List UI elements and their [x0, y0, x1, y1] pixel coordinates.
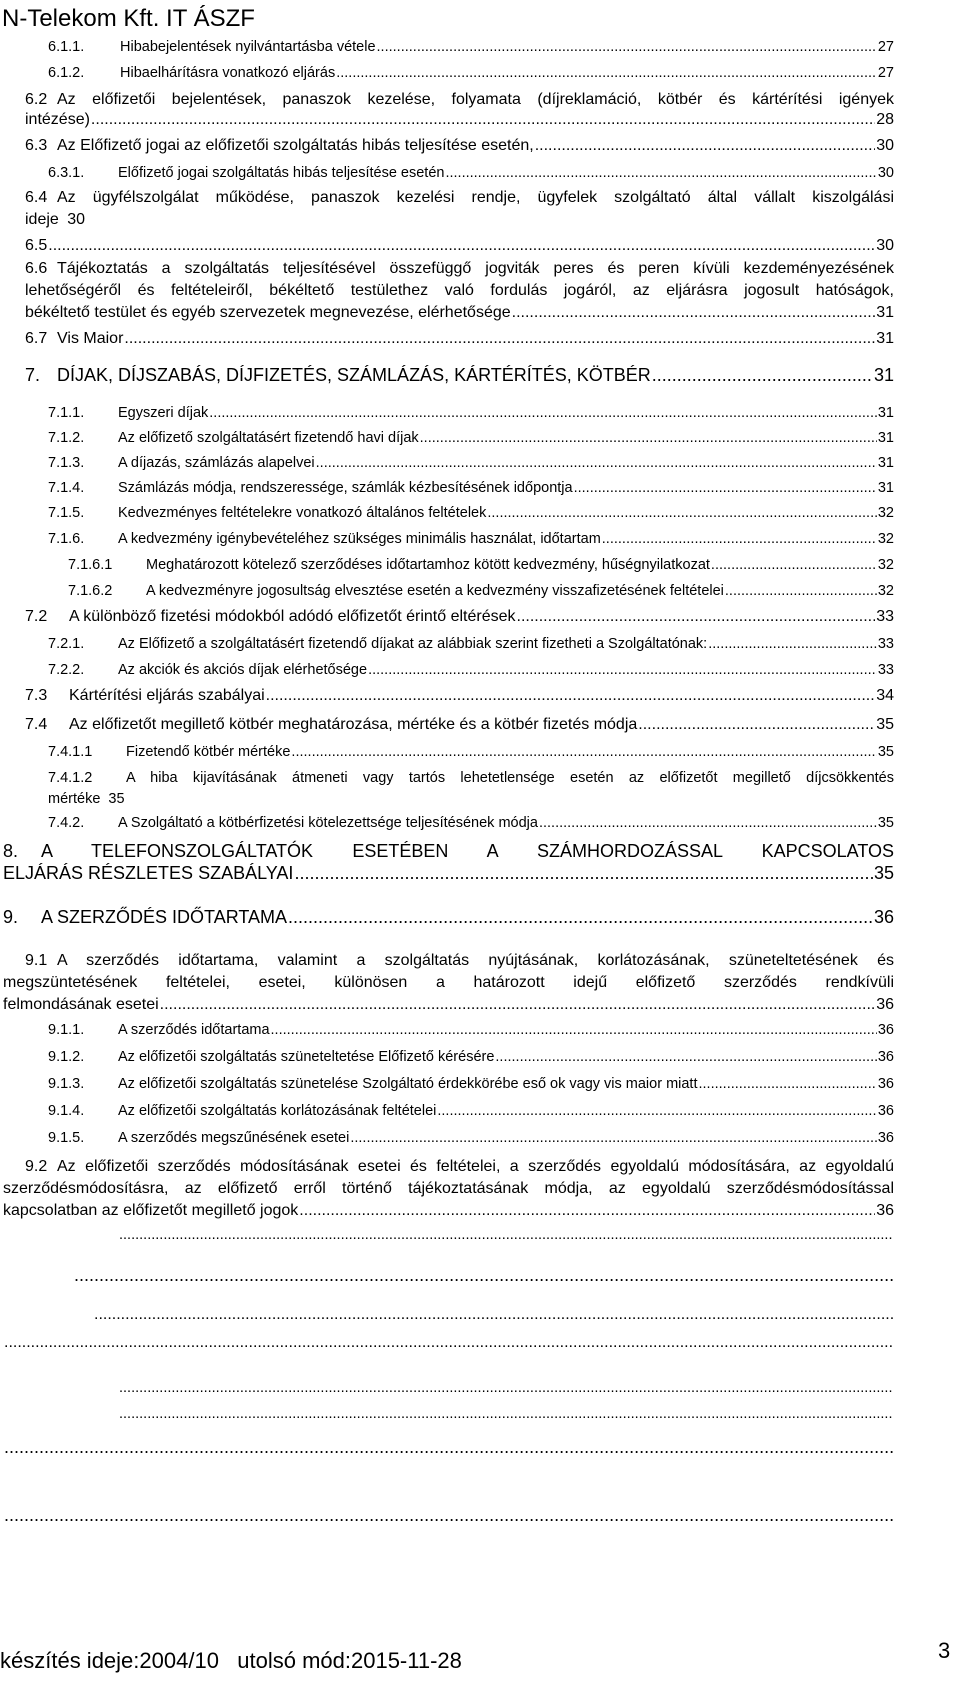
- toc-entry[interactable]: [3, 1156, 894, 1222]
- toc-entry-page: 30: [67, 211, 86, 228]
- toc-entry[interactable]: [3, 907, 894, 928]
- toc-entry-text: Előfizető jogai szolgáltatás hibás teljesítése esetén: [118, 165, 445, 181]
- toc-entry-text: Fizetendő kötbér mértéke: [126, 744, 291, 760]
- toc-entry[interactable]: [48, 768, 894, 810]
- toc-leader-dots: [535, 137, 875, 153]
- toc-entry-text: Az Előfizető jogai az előfizetői szolgáltatás hibás teljesítése esetén,: [57, 137, 534, 154]
- toc-leader-dots: [495, 1049, 876, 1064]
- toc-leader-dots: [271, 1022, 877, 1037]
- toc-entry-text: Az Előfizető a szolgáltatásért fizetendő díjakat az alábbiak szerint fizetheti a Szolgáltatónak:: [118, 636, 708, 652]
- toc-entry-number: 7.1.5.: [48, 505, 85, 521]
- toc-entry-page: 32: [877, 531, 894, 547]
- toc-leader-dots: [4, 1332, 893, 1348]
- toc-entry-number: 7.4.2.: [48, 815, 85, 831]
- toc-leader-dots: [336, 65, 877, 80]
- toc-leader-dots: [368, 662, 877, 677]
- toc-leader-dots: [437, 1103, 876, 1118]
- toc-entry-text: Az akciók és akciós díjak elérhetősége: [118, 662, 368, 678]
- toc-entry[interactable]: [48, 455, 894, 471]
- toc-entry[interactable]: [3, 840, 894, 884]
- toc-entry-text: Az előfizetői bejelentések, panaszok kezelése, folyamata (díjreklamáció, kötbér és kártérítési igények: [57, 91, 894, 108]
- toc-entry-text: A hiba kijavításának átmeneti vagy tartós lehetetlensége esetén az előfizetőt megillető díjcsökkentés: [126, 770, 894, 786]
- toc-entry[interactable]: [48, 1022, 894, 1038]
- toc-entry-page: 31: [877, 430, 894, 446]
- toc-leader-dots: [119, 1380, 893, 1395]
- toc-leader-dots: [420, 430, 877, 445]
- toc-entry-text: Kártérítési eljárás szabályai: [69, 687, 265, 704]
- toc-entry-text: Az előfizetői szolgáltatás szüneteltetése Előfizető kérésére: [118, 1049, 495, 1065]
- toc-entry[interactable]: [48, 531, 894, 547]
- toc-entry-page: 36: [877, 1022, 894, 1038]
- toc-entry-text: Hibabejelentések nyilvántartásba vétele: [120, 39, 376, 55]
- toc-entry-page: 27: [877, 39, 894, 55]
- toc-leader-dots: [652, 365, 873, 383]
- toc-leader-dots: [377, 39, 877, 54]
- toc-leader-dots: [512, 302, 876, 318]
- toc-entry-number: 6.6: [25, 260, 48, 277]
- toc-entry-page: 28: [876, 111, 894, 128]
- toc-entry-number: 7.1.2.: [48, 430, 85, 446]
- toc-entry[interactable]: [48, 65, 894, 81]
- toc-entry-text-cont: ELJÁRÁS RÉSZLETES SZABÁLYAI: [3, 863, 294, 883]
- toc-entry-page: 31: [876, 330, 894, 347]
- toc-leader-dots: [266, 687, 876, 703]
- toc-entry-text-cont: szerződésmódosításra, az előfizető erről történő tájékoztatásának módja, az egyoldalú szerződésmódosítással: [3, 1180, 894, 1197]
- toc-entry-number: 6.3.1.: [48, 165, 85, 181]
- toc-entry[interactable]: [48, 1406, 894, 1421]
- toc-entry-text-cont: intézése): [25, 111, 90, 128]
- toc-entry-page: 31: [877, 405, 894, 421]
- toc-leader-dots: [91, 110, 875, 126]
- toc-entry[interactable]: [48, 636, 894, 652]
- toc-entry-number: 7.2.1.: [48, 636, 85, 652]
- toc-entry[interactable]: [68, 557, 894, 573]
- footer-page-number: 3: [938, 1638, 951, 1663]
- toc-entry-text-cont: lehetőségéről és feltételeiről, békéltető testülethez való fordulás jogáról, az eljárásra jogosult hatóságok,: [25, 282, 894, 299]
- toc-entry-number: 6.1.2.: [48, 65, 85, 81]
- footer-dates: készítés ideje:2004/10 utolsó mód:2015-11-28: [0, 1648, 462, 1673]
- toc-entry-page: 32: [877, 557, 894, 573]
- toc-leader-dots: [209, 405, 877, 420]
- toc-entry-number: 9.: [3, 907, 19, 927]
- toc-entry-text: A különböző fizetési módokból adódó előfizetőt érintő eltérések: [69, 608, 516, 625]
- toc-leader-dots: [539, 815, 877, 830]
- toc-entry-text: A kedvezményre jogosultság elvesztése esetén a kedvezmény visszafizetésének feltételei: [146, 583, 724, 599]
- toc-entry-number: 7.1.4.: [48, 480, 85, 496]
- toc-entry-page: 32: [877, 505, 894, 521]
- toc-entry-page: 36: [876, 996, 894, 1013]
- toc-entry-page: 36: [877, 1076, 894, 1092]
- toc-entry-number: 6.3: [25, 137, 48, 154]
- toc-entry-text: Hibaelhárításra vonatkozó eljárás: [120, 65, 336, 81]
- toc-entry-text: Számlázás módja, rendszeressége, számlák kézbesítésének időpontja: [118, 480, 573, 496]
- toc-leader-dots: [574, 480, 877, 495]
- toc-entry-text: Az ügyfélszolgálat működése, panaszok kezelési rendje, ügyfelek szolgáltató által vállalt kiszolgálási: [57, 189, 894, 206]
- toc-entry-number: 6.1.1.: [48, 39, 85, 55]
- toc-leader-dots: [708, 636, 877, 651]
- toc-leader-dots: [350, 1130, 877, 1145]
- toc-entry-number: 7.: [25, 365, 41, 385]
- toc-entry[interactable]: [48, 1380, 894, 1395]
- toc-entry[interactable]: [3, 1436, 894, 1454]
- toc-entry-text: Tájékoztatás a szolgáltatás teljesítésével összefüggő jogviták peres és peren kívüli kezdeményezésének: [57, 260, 894, 277]
- toc-entry[interactable]: [48, 815, 894, 831]
- toc-entry-page: 35: [873, 863, 894, 883]
- toc-entry[interactable]: [25, 137, 894, 155]
- toc-entry-number: 7.1.6.1: [68, 557, 113, 573]
- toc-entry-number: 7.4: [25, 716, 48, 733]
- toc-entry-page: 31: [877, 480, 894, 496]
- toc-entry-page: 36: [876, 1202, 894, 1219]
- toc-entry-number: 9.1.4.: [48, 1103, 85, 1119]
- toc-entry-page: 31: [873, 365, 894, 385]
- toc-leader-dots: [487, 505, 877, 520]
- toc-entry-text: DÍJAK, DÍJSZABÁS, DÍJFIZETÉS, SZÁMLÁZÁS, KÁRTÉRÍTÉS, KÖTBÉR: [57, 365, 651, 385]
- toc-entry-text: Az előfizetői szerződés módosításának esetei és feltételei, a szerződés egyoldalú módosítására, az egyoldalú: [57, 1158, 894, 1175]
- toc-entry[interactable]: [48, 1076, 894, 1092]
- toc-entry-text: Egyszeri díjak: [118, 405, 209, 421]
- toc-entry[interactable]: [68, 583, 894, 599]
- toc-leader-dots: [699, 1076, 877, 1091]
- toc-entry-page: 33: [876, 608, 894, 625]
- toc-entry[interactable]: [25, 258, 894, 324]
- toc-entry-number: 7.1.3.: [48, 455, 85, 471]
- toc-entry[interactable]: [48, 1227, 894, 1242]
- toc-entry-number: 7.4.1.2: [48, 770, 93, 786]
- toc-entry-text: A szerződés időtartama, valamint a szolgáltatás nyújtásának, korlátozásának, szüneteltetésének és: [57, 952, 894, 969]
- toc-entry-page: 35: [877, 815, 894, 831]
- toc-leader-dots: [288, 907, 873, 925]
- toc-entry-page: 36: [873, 907, 894, 927]
- toc-entry-text-cont: kapcsolatban az előfizetőt megillető jogok: [3, 1202, 299, 1219]
- toc-entry-text: A díjazás, számlázás alapelvei: [118, 455, 315, 471]
- toc-entry-text: A kedvezmény igénybevételéhez szükséges minimális használat, időtartam: [118, 531, 601, 547]
- toc-entry[interactable]: [25, 237, 894, 255]
- toc-leader-dots: [4, 1504, 893, 1522]
- toc-entry[interactable]: [48, 1130, 894, 1146]
- toc-entry-number: 9.2: [25, 1158, 48, 1175]
- toc-leader-dots: [74, 1265, 893, 1283]
- toc-entry-text-cont: megszüntetésének feltételei, esetei, különösen a határozott idejű előfizető szerződés rendkívüli: [3, 974, 894, 991]
- toc-leader-dots: [48, 237, 875, 253]
- toc-entry[interactable]: [48, 662, 894, 678]
- toc-entry-text-cont: ideje: [25, 211, 59, 228]
- toc-entry-text: A szerződés megszűnésének esetei: [118, 1130, 350, 1146]
- toc-entry-page: 32: [877, 583, 894, 599]
- toc-entry[interactable]: [25, 1306, 894, 1322]
- toc-entry[interactable]: [48, 744, 894, 760]
- toc-entry-number: 9.1.5.: [48, 1130, 85, 1146]
- toc-leader-dots: [602, 531, 877, 546]
- toc-entry[interactable]: [25, 1332, 894, 1348]
- toc-leader-dots: [711, 557, 877, 572]
- toc-entry-number: 7.2.2.: [48, 662, 85, 678]
- toc-entry-text: Meghatározott kötelező szerződéses időtartamhoz kötött kedvezmény, hűségnyilatkozat: [146, 557, 710, 573]
- toc-entry-text-cont: békéltető testület és egyéb szervezetek megnevezése, elérhetősége: [25, 304, 511, 321]
- toc-entry[interactable]: [48, 165, 894, 181]
- toc-entry[interactable]: [25, 716, 894, 734]
- toc-entry[interactable]: [48, 480, 894, 496]
- toc-entry-text: A Szolgáltató a kötbérfizetési kötelezettsége teljesítésének módja: [118, 815, 538, 831]
- page-header-title: N-Telekom Kft. IT ÁSZF: [2, 5, 255, 32]
- toc-leader-dots: [299, 1200, 875, 1216]
- toc-entry[interactable]: [25, 187, 894, 231]
- toc-entry[interactable]: [25, 687, 894, 705]
- toc-entry-text: Az előfizetői szolgáltatás szünetelése Szolgáltató érdekkörébe eső ok vagy vis maior miatt: [118, 1076, 698, 1092]
- toc-entry[interactable]: [25, 90, 894, 130]
- toc-entry-number: 9.1.1.: [48, 1022, 85, 1038]
- toc-entry-number: 9.1.2.: [48, 1049, 85, 1065]
- toc-entry-page: 36: [877, 1103, 894, 1119]
- toc-entry-page: 36: [877, 1049, 894, 1065]
- toc-entry-text: Kedvezményes feltételekre vonatkozó általános feltételek: [118, 505, 487, 521]
- toc-entry-number: 6.4: [25, 189, 48, 206]
- toc-entry-page: 33: [877, 636, 894, 652]
- toc-entry-page: 35: [108, 791, 125, 807]
- toc-entry-number: 7.1.1.: [48, 405, 85, 421]
- toc-entry-text: Az előfizetőt megillető kötbér meghatározása, mértéke és a kötbér fizetés módja: [69, 716, 638, 733]
- toc-entry-number: 8.: [3, 841, 19, 861]
- toc-leader-dots: [445, 165, 876, 180]
- toc-entry[interactable]: [48, 405, 894, 421]
- toc-entry-text: A szerződés időtartama: [118, 1022, 270, 1038]
- toc-entry-number: 6.5: [25, 237, 48, 254]
- toc-entry-text: A TELEFONSZOLGÁLTATÓK ESETÉBEN A SZÁMHORDOZÁSSAL KAPCSOLATOS: [41, 841, 894, 861]
- toc-leader-dots: [294, 862, 873, 880]
- toc-entry[interactable]: [3, 950, 894, 1016]
- toc-entry-number: 9.1.3.: [48, 1076, 85, 1092]
- toc-entry[interactable]: [48, 1049, 894, 1065]
- toc-leader-dots: [119, 1227, 893, 1242]
- toc-entry-page: 33: [877, 662, 894, 678]
- toc-entry-number: 7.1.6.: [48, 531, 85, 547]
- toc-leader-dots: [124, 330, 875, 346]
- toc-entry-number: 7.4.1.1: [48, 744, 93, 760]
- toc-entry-page: 35: [876, 716, 894, 733]
- toc-entry-text: A SZERZŐDÉS IDŐTARTAMA: [41, 907, 288, 927]
- toc-leader-dots: [119, 1406, 893, 1421]
- toc-entry[interactable]: [48, 1103, 894, 1119]
- toc-entry[interactable]: [48, 505, 894, 521]
- toc-leader-dots: [517, 608, 876, 624]
- toc-leader-dots: [638, 716, 875, 732]
- toc-entry[interactable]: [25, 365, 894, 386]
- toc-leader-dots: [94, 1306, 893, 1322]
- toc-entry-page: 35: [877, 744, 894, 760]
- toc-entry-page: 31: [877, 455, 894, 471]
- toc-entry-number: 6.2: [25, 91, 48, 108]
- toc-leader-dots: [316, 455, 877, 470]
- toc-entry[interactable]: [3, 1265, 894, 1283]
- toc-entry-page: 30: [876, 137, 894, 154]
- toc-entry[interactable]: [25, 330, 894, 348]
- toc-entry-page: 27: [877, 65, 894, 81]
- toc-entry-number: 9.1: [25, 952, 48, 969]
- toc-entry-text-cont: felmondásának esetei: [3, 996, 159, 1013]
- toc-entry-text: Az előfizetői szolgáltatás korlátozásának feltételei: [118, 1103, 437, 1119]
- toc-entry-page: 31: [876, 304, 894, 321]
- toc-entry-number: 7.3: [25, 687, 48, 704]
- toc-entry-text: Vis Maior: [57, 330, 124, 347]
- toc-entry-page: 30: [876, 237, 894, 254]
- toc-entry-number: 7.2: [25, 608, 48, 625]
- toc-entry-page: 30: [877, 165, 894, 181]
- toc-entry[interactable]: [25, 608, 894, 626]
- toc-entry[interactable]: [48, 430, 894, 446]
- toc-entry-page: 34: [876, 687, 894, 704]
- toc-entry[interactable]: [3, 1504, 894, 1522]
- toc-leader-dots: [291, 744, 876, 759]
- toc-leader-dots: [160, 994, 876, 1010]
- toc-entry-text: Az előfizető szolgáltatásért fizetendő havi díjak: [118, 430, 419, 446]
- toc-entry-text-cont: mértéke: [48, 791, 101, 807]
- toc-entry-number: 7.1.6.2: [68, 583, 113, 599]
- toc-entry-page: 36: [877, 1130, 894, 1146]
- toc-leader-dots: [725, 583, 877, 598]
- toc-entry-number: 6.7: [25, 330, 48, 347]
- toc-entry[interactable]: [48, 39, 894, 55]
- toc-leader-dots: [4, 1436, 893, 1454]
